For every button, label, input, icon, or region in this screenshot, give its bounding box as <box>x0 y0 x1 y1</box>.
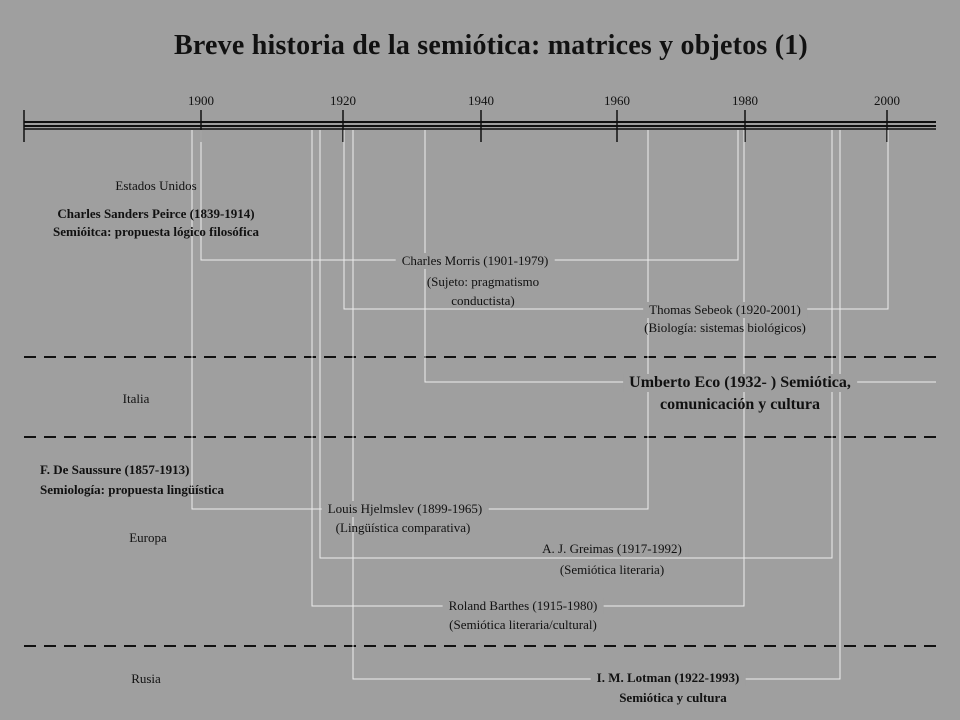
peirce-description: Semióitca: propuesta lógico filosófica <box>53 224 259 239</box>
morris-name: Charles Morris (1901-1979) <box>396 253 555 269</box>
hjelmslev-connector <box>192 130 648 509</box>
sebeok-name: Thomas Sebeok (1920-2001) <box>643 302 807 318</box>
saussure-description: Semiología: propuesta lingüística <box>40 482 224 497</box>
lotman-description: Semiótica y cultura <box>619 690 727 705</box>
hjelmslev-description: (Lingüística comparativa) <box>335 520 471 535</box>
sebeok-description: (Biología: sistemas biológicos) <box>644 320 806 335</box>
barthes-description: (Semiótica literaria/cultural) <box>449 617 597 632</box>
region-label-italy: Italia <box>122 391 150 406</box>
year-label-1960: 1960 <box>604 93 630 108</box>
greimas-description: (Semiótica literaria) <box>559 562 665 577</box>
morris-connector <box>201 130 738 260</box>
region-label-europe: Europa <box>129 530 167 545</box>
hjelmslev-name: Louis Hjelmslev (1899-1965) <box>322 501 489 517</box>
page-title: Breve historia de la semiótica: matrices y objetos (1) <box>174 30 808 61</box>
region-label-usa: Estados Unidos <box>115 178 197 193</box>
barthes-name: Roland Barthes (1915-1980) <box>443 598 604 614</box>
lotman-name: I. M. Lotman (1922-1993) <box>591 670 746 686</box>
greimas-name: A. J. Greimas (1917-1992) <box>536 541 688 557</box>
morris-description-line2: conductista) <box>451 293 515 308</box>
greimas-connector <box>320 130 832 558</box>
year-label-2000: 2000 <box>874 93 900 108</box>
saussure-name: F. De Saussure (1857-1913) <box>40 462 190 477</box>
sebeok-connector <box>344 130 888 309</box>
eco-name: Umberto Eco (1932- ) Semiótica, <box>623 374 857 392</box>
year-label-1900: 1900 <box>188 93 214 108</box>
region-label-russia: Rusia <box>131 671 161 686</box>
morris-description-line1: (Sujeto: pragmatismo <box>426 274 540 289</box>
eco-description: comunicación y cultura <box>660 396 820 413</box>
year-label-1940: 1940 <box>468 93 494 108</box>
peirce-name: Charles Sanders Peirce (1839-1914) <box>57 206 255 221</box>
timeline-axis <box>24 122 936 129</box>
year-label-1920: 1920 <box>330 93 356 108</box>
year-label-1980: 1980 <box>732 93 758 108</box>
